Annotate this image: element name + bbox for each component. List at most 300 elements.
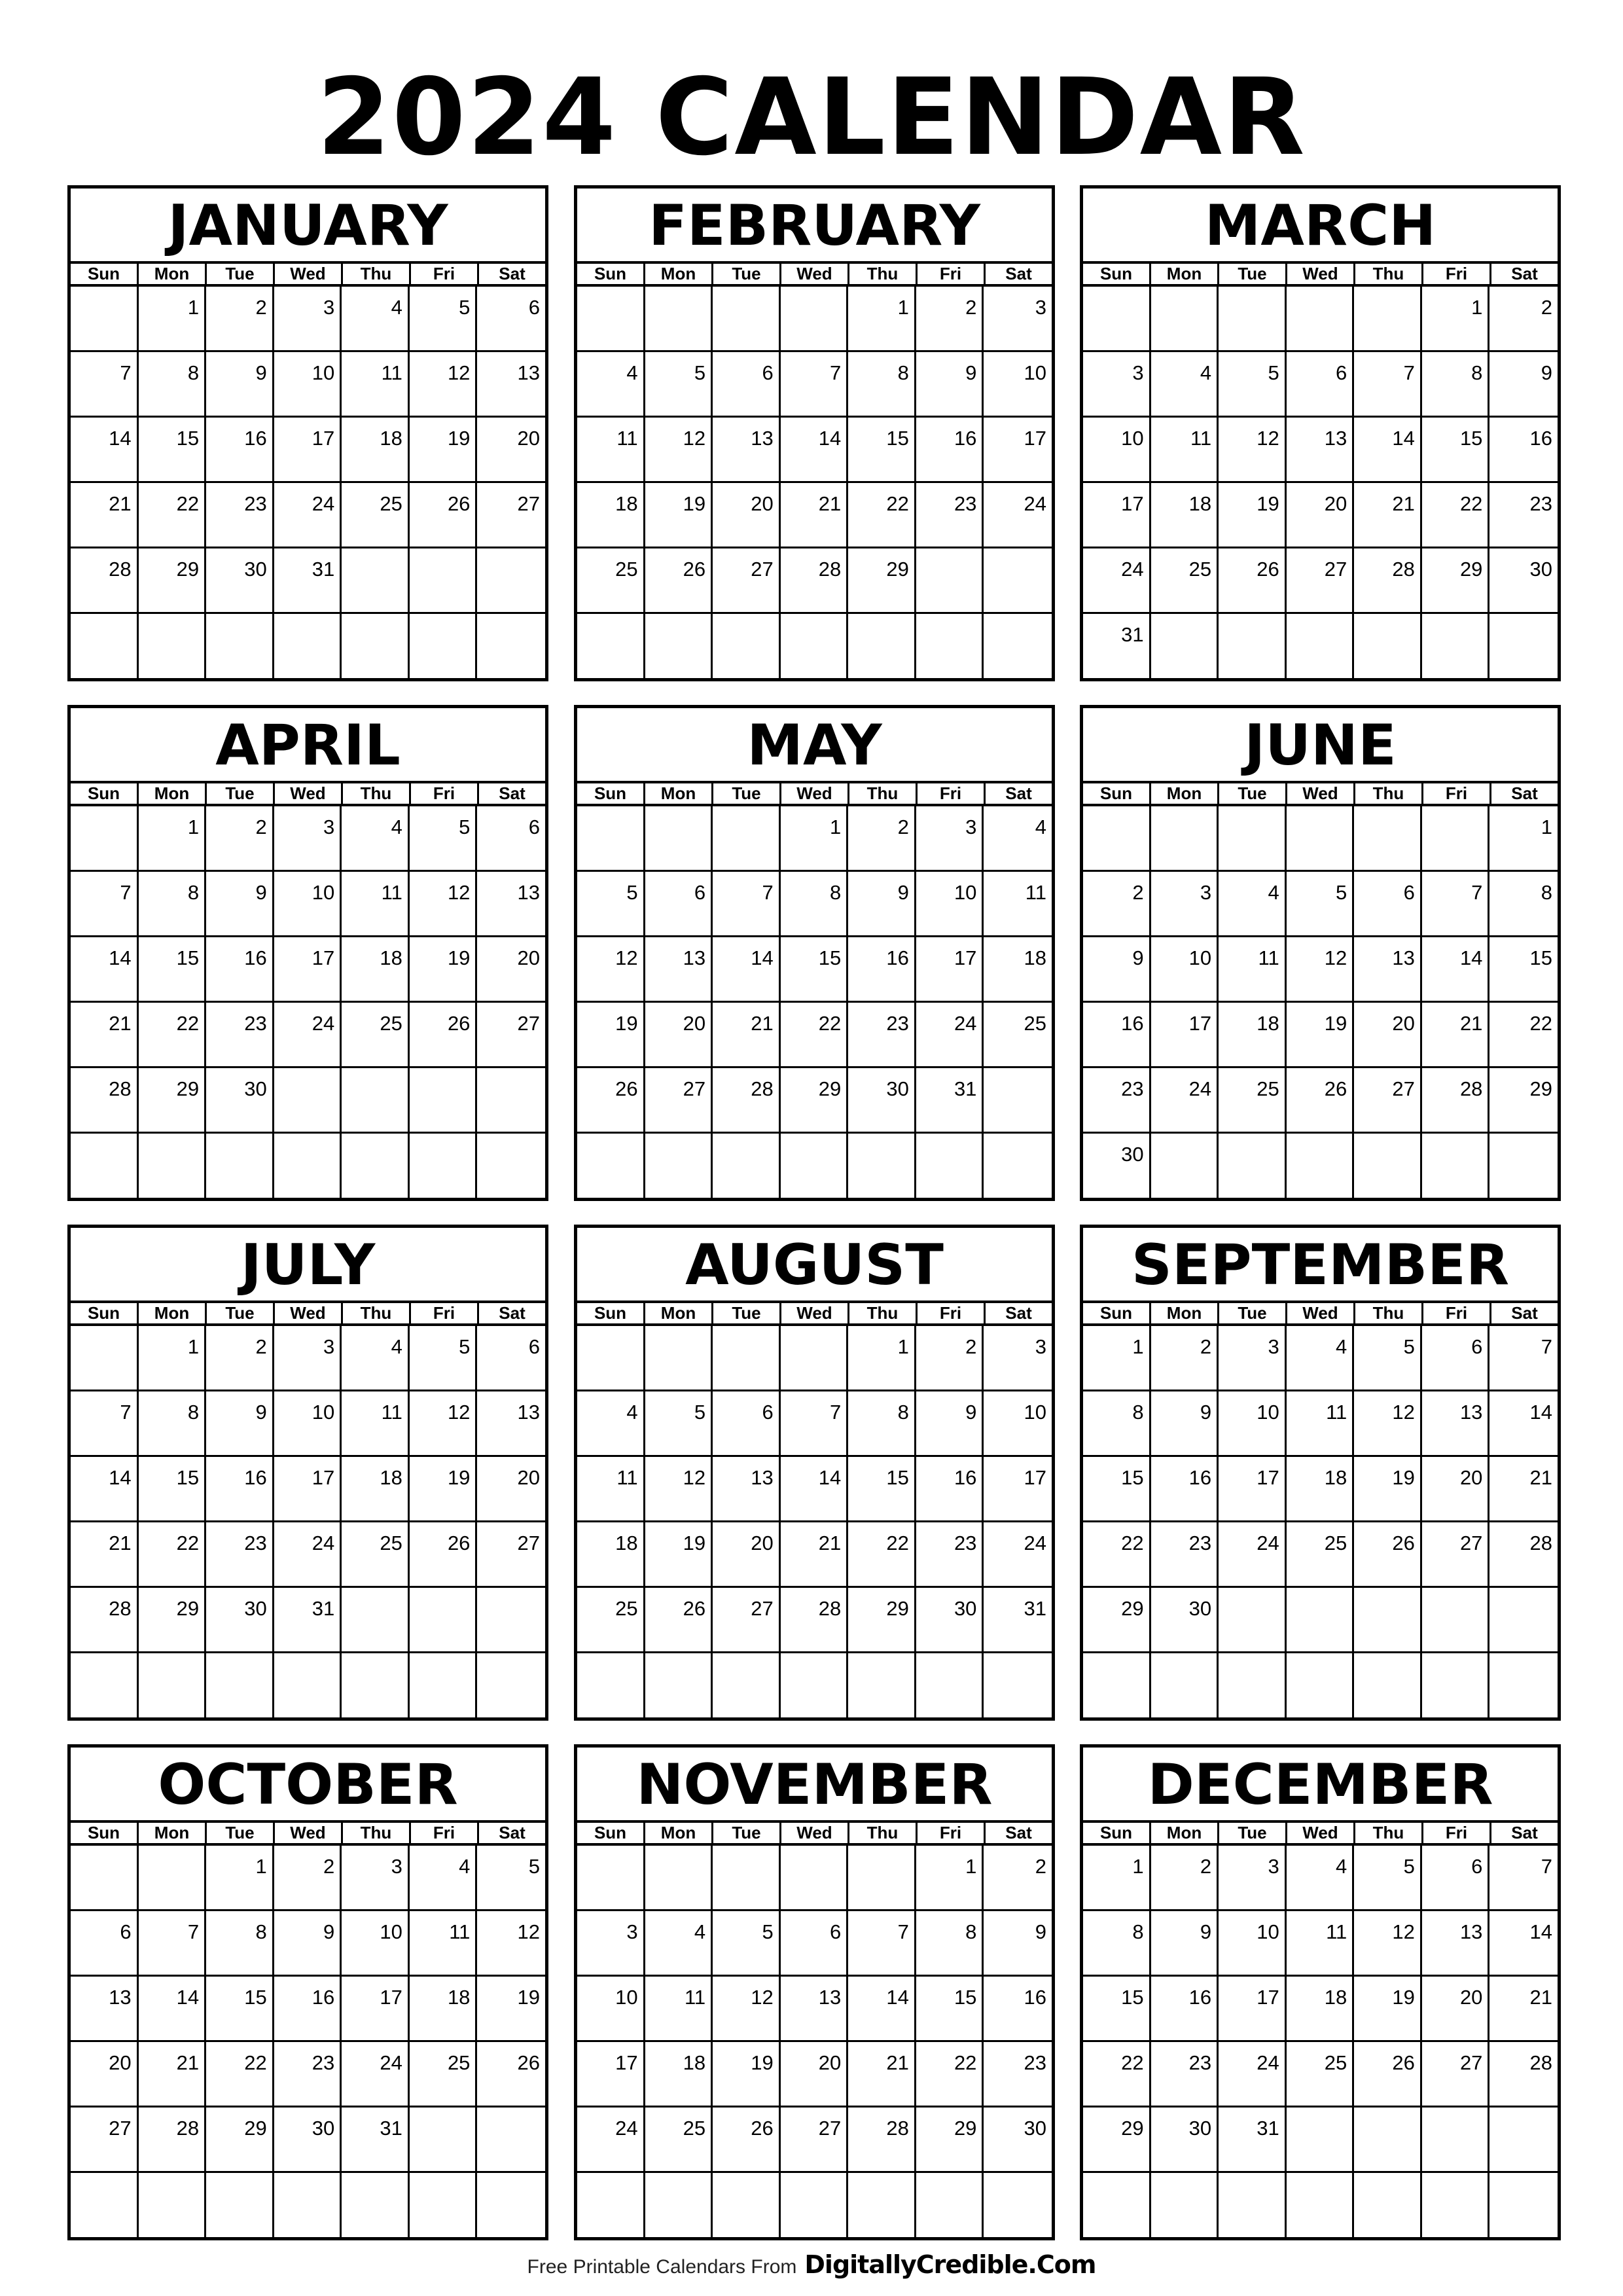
month-may — [574, 705, 1055, 1201]
day-cell: 2 — [916, 287, 984, 352]
day-cell: 1 — [848, 1326, 916, 1391]
weekday-label: Mon — [139, 264, 207, 284]
day-cell: 26 — [410, 1522, 478, 1588]
weekday-header-row — [577, 1303, 1052, 1326]
empty-day-cell — [1489, 2108, 1558, 2173]
day-cell: 24 — [274, 1522, 342, 1588]
day-cell: 1 — [1083, 1846, 1151, 1911]
day-cell: 1 — [139, 287, 207, 352]
day-cell: 4 — [342, 1326, 410, 1391]
day-cell: 9 — [848, 872, 916, 937]
day-cell: 16 — [1489, 418, 1558, 483]
day-cell: 18 — [645, 2042, 713, 2108]
day-cell: 30 — [1083, 1134, 1151, 1199]
day-cell: 23 — [206, 1003, 274, 1068]
empty-day-cell — [1287, 2173, 1355, 2238]
day-cell: 4 — [577, 1391, 645, 1457]
empty-day-cell — [410, 614, 478, 679]
day-cell: 29 — [1083, 2108, 1151, 2173]
day-cell: 8 — [848, 352, 916, 418]
day-cell: 28 — [1422, 1068, 1490, 1134]
empty-day-cell — [1354, 1134, 1422, 1199]
weekday-label: Fri — [918, 783, 986, 804]
day-cell: 29 — [848, 1588, 916, 1653]
weekday-label: Mon — [1151, 1303, 1219, 1323]
empty-day-cell — [848, 1653, 916, 1719]
day-cell: 21 — [1354, 483, 1422, 548]
day-cell: 29 — [139, 548, 207, 614]
weekday-label: Mon — [645, 783, 713, 804]
day-cell: 4 — [645, 1911, 713, 1977]
day-cell: 31 — [1083, 614, 1151, 679]
day-cell: 6 — [477, 1326, 545, 1391]
day-cell: 31 — [342, 2108, 410, 2173]
day-cell: 4 — [342, 287, 410, 352]
empty-day-cell — [645, 1134, 713, 1199]
empty-day-cell — [781, 1326, 849, 1391]
day-cell: 3 — [1219, 1326, 1287, 1391]
day-cell: 1 — [206, 1846, 274, 1911]
weekday-label: Sat — [1511, 1303, 1538, 1323]
weekday-label: Fri — [1423, 264, 1491, 284]
day-cell: 13 — [477, 1391, 545, 1457]
empty-day-cell — [139, 1846, 207, 1911]
weekday-label: Fri — [918, 1303, 986, 1323]
day-cell: 5 — [1219, 352, 1287, 418]
day-cell: 18 — [1287, 1457, 1355, 1522]
empty-day-cell — [71, 1846, 139, 1911]
day-cell: 31 — [916, 1068, 984, 1134]
day-cell: 30 — [1489, 548, 1558, 614]
day-cell: 14 — [71, 937, 139, 1003]
empty-day-cell — [645, 614, 713, 679]
footer — [0, 2245, 1623, 2284]
empty-day-cell — [577, 1134, 645, 1199]
day-cell: 16 — [206, 1457, 274, 1522]
weekday-label: Tue — [207, 264, 275, 284]
day-cell: 21 — [71, 1522, 139, 1588]
empty-day-cell — [577, 806, 645, 872]
empty-day-cell — [645, 287, 713, 352]
day-cell: 23 — [916, 483, 984, 548]
day-cell: 29 — [848, 548, 916, 614]
day-cell: 11 — [1151, 418, 1219, 483]
empty-day-cell — [206, 1134, 274, 1199]
day-cell: 20 — [713, 483, 781, 548]
empty-day-cell — [984, 548, 1052, 614]
day-cell: 31 — [274, 548, 342, 614]
day-cell: 16 — [274, 1977, 342, 2042]
empty-day-cell — [71, 1653, 139, 1719]
day-cell: 30 — [848, 1068, 916, 1134]
empty-day-cell — [410, 548, 478, 614]
day-cell: 22 — [1489, 1003, 1558, 1068]
day-cell: 24 — [984, 483, 1052, 548]
day-cell: 2 — [1151, 1846, 1219, 1911]
day-cell: 3 — [984, 1326, 1052, 1391]
day-cell: 28 — [1489, 2042, 1558, 2108]
day-cell: 12 — [1354, 1391, 1422, 1457]
day-cell: 19 — [410, 1457, 478, 1522]
day-cell: 6 — [781, 1911, 849, 1977]
day-cell: 8 — [916, 1911, 984, 1977]
day-cell: 8 — [206, 1911, 274, 1977]
empty-day-cell — [713, 1326, 781, 1391]
day-cell: 25 — [342, 1522, 410, 1588]
day-cell: 23 — [206, 483, 274, 548]
empty-day-cell — [984, 1068, 1052, 1134]
day-cell: 30 — [1151, 1588, 1219, 1653]
empty-day-cell — [410, 1068, 478, 1134]
day-cell: 6 — [1422, 1846, 1490, 1911]
empty-day-cell — [1287, 2108, 1355, 2173]
day-cell: 13 — [1422, 1391, 1490, 1457]
day-cell: 9 — [206, 1391, 274, 1457]
day-cell: 17 — [577, 2042, 645, 2108]
empty-day-cell — [645, 1846, 713, 1911]
day-cell: 21 — [71, 483, 139, 548]
weekday-label: Mon — [645, 264, 713, 284]
day-cell: 15 — [848, 418, 916, 483]
day-cell: 1 — [1083, 1326, 1151, 1391]
month-name: NOVEMBER — [577, 1748, 1052, 1823]
weekday-label: Mon — [645, 1303, 713, 1323]
empty-day-cell — [274, 614, 342, 679]
empty-day-cell — [1287, 1588, 1355, 1653]
empty-day-cell — [984, 614, 1052, 679]
day-cell: 9 — [984, 1911, 1052, 1977]
day-cell: 31 — [274, 1588, 342, 1653]
day-cell: 5 — [1287, 872, 1355, 937]
month-december — [1080, 1744, 1561, 2240]
day-cell: 1 — [848, 287, 916, 352]
weekday-header-row — [1083, 264, 1558, 287]
day-cell: 14 — [713, 937, 781, 1003]
weekday-label: Sat — [1005, 1303, 1032, 1323]
day-cell: 15 — [1422, 418, 1490, 483]
day-cell: 4 — [984, 806, 1052, 872]
day-cell: 17 — [1083, 483, 1151, 548]
empty-day-cell — [848, 614, 916, 679]
empty-day-cell — [477, 2173, 545, 2238]
day-cell: 19 — [1354, 1977, 1422, 2042]
month-name: OCTOBER — [71, 1748, 545, 1823]
day-cell: 16 — [848, 937, 916, 1003]
day-cell: 13 — [1354, 937, 1422, 1003]
month-name: JUNE — [1083, 708, 1558, 783]
weekday-label: Mon — [1151, 264, 1219, 284]
day-cell: 9 — [206, 872, 274, 937]
weekday-label: Sun — [1083, 1823, 1151, 1843]
day-cell: 3 — [916, 806, 984, 872]
day-cell: 29 — [781, 1068, 849, 1134]
day-cell: 3 — [984, 287, 1052, 352]
day-cell: 7 — [1354, 352, 1422, 418]
day-cell: 13 — [713, 1457, 781, 1522]
weekday-label: Fri — [411, 1823, 479, 1843]
month-june — [1080, 705, 1561, 1201]
day-cell: 25 — [577, 1588, 645, 1653]
day-cell: 23 — [274, 2042, 342, 2108]
day-cell: 20 — [645, 1003, 713, 1068]
empty-day-cell — [71, 1134, 139, 1199]
day-cell: 16 — [916, 1457, 984, 1522]
day-cell: 24 — [984, 1522, 1052, 1588]
empty-day-cell — [1354, 1588, 1422, 1653]
weekday-label: Mon — [139, 1823, 207, 1843]
day-cell: 25 — [1287, 1522, 1355, 1588]
day-cell: 5 — [1354, 1846, 1422, 1911]
day-cell: 25 — [1287, 2042, 1355, 2108]
day-cell: 10 — [577, 1977, 645, 2042]
empty-day-cell — [1422, 1134, 1490, 1199]
empty-day-cell — [916, 614, 984, 679]
day-cell: 17 — [342, 1977, 410, 2042]
day-cell: 19 — [713, 2042, 781, 2108]
day-cell: 28 — [713, 1068, 781, 1134]
empty-day-cell — [71, 2173, 139, 2238]
month-name: SEPTEMBER — [1083, 1228, 1558, 1303]
day-cell: 5 — [713, 1911, 781, 1977]
day-cell: 13 — [713, 418, 781, 483]
day-cell: 28 — [71, 548, 139, 614]
day-cell: 19 — [577, 1003, 645, 1068]
empty-day-cell — [342, 548, 410, 614]
weekday-label: Tue — [207, 1303, 275, 1323]
day-cell: 23 — [848, 1003, 916, 1068]
empty-day-cell — [1354, 614, 1422, 679]
empty-day-cell — [1219, 287, 1287, 352]
empty-day-cell — [206, 2173, 274, 2238]
empty-day-cell — [342, 1653, 410, 1719]
empty-day-cell — [1354, 2173, 1422, 2238]
month-name: JANUARY — [71, 188, 545, 264]
weekday-label: Fri — [411, 1303, 479, 1323]
day-cell: 14 — [71, 418, 139, 483]
empty-day-cell — [1083, 806, 1151, 872]
empty-day-cell — [274, 1134, 342, 1199]
weekday-label: Sat — [1511, 783, 1538, 803]
day-cell: 14 — [781, 1457, 849, 1522]
day-cell: 15 — [139, 1457, 207, 1522]
empty-day-cell — [577, 1846, 645, 1911]
day-cell: 29 — [916, 2108, 984, 2173]
day-cell: 13 — [71, 1977, 139, 2042]
day-cell: 2 — [274, 1846, 342, 1911]
day-cell: 1 — [916, 1846, 984, 1911]
day-cell: 12 — [645, 418, 713, 483]
day-cell: 11 — [1219, 937, 1287, 1003]
day-cell: 6 — [713, 352, 781, 418]
day-cell: 31 — [984, 1588, 1052, 1653]
day-cell: 6 — [1287, 352, 1355, 418]
empty-day-cell — [645, 806, 713, 872]
weekday-label: Thu — [1355, 783, 1423, 804]
day-cell: 10 — [274, 872, 342, 937]
footer-brand: DigitallyCredible.Com — [804, 2250, 1096, 2279]
weekday-label: Sun — [1083, 1303, 1151, 1323]
day-cell: 28 — [1489, 1522, 1558, 1588]
day-cell: 5 — [1354, 1326, 1422, 1391]
day-cell: 19 — [645, 483, 713, 548]
empty-day-cell — [984, 2173, 1052, 2238]
day-cell: 28 — [71, 1068, 139, 1134]
weekday-label: Mon — [645, 1823, 713, 1843]
day-cell: 17 — [984, 1457, 1052, 1522]
day-cell: 17 — [1151, 1003, 1219, 1068]
day-cell: 29 — [1083, 1588, 1151, 1653]
day-cell: 17 — [274, 1457, 342, 1522]
day-cell: 23 — [206, 1522, 274, 1588]
day-cell: 18 — [342, 418, 410, 483]
weekday-label: Mon — [139, 783, 207, 804]
day-cell: 20 — [477, 1457, 545, 1522]
day-cell: 3 — [342, 1846, 410, 1911]
weekday-label: Wed — [275, 1303, 343, 1323]
day-cell: 4 — [1287, 1846, 1355, 1911]
day-cell: 10 — [984, 1391, 1052, 1457]
day-cell: 18 — [577, 1522, 645, 1588]
day-cell: 3 — [1219, 1846, 1287, 1911]
day-cell: 3 — [1083, 352, 1151, 418]
day-cell: 16 — [1151, 1977, 1219, 2042]
empty-day-cell — [848, 2173, 916, 2238]
weekday-label: Tue — [207, 783, 275, 804]
day-cell: 20 — [1287, 483, 1355, 548]
day-cell: 31 — [1219, 2108, 1287, 2173]
month-august — [574, 1225, 1055, 1721]
day-cell: 27 — [1422, 1522, 1490, 1588]
day-cell: 14 — [1489, 1391, 1558, 1457]
empty-day-cell — [916, 1653, 984, 1719]
day-cell: 1 — [1422, 287, 1490, 352]
day-cell: 22 — [781, 1003, 849, 1068]
day-cell: 11 — [1287, 1391, 1355, 1457]
day-cell: 7 — [71, 872, 139, 937]
day-cell: 19 — [477, 1977, 545, 2042]
day-cell: 7 — [1489, 1846, 1558, 1911]
day-cell: 23 — [916, 1522, 984, 1588]
day-cell: 20 — [477, 418, 545, 483]
empty-day-cell — [1151, 614, 1219, 679]
day-cell: 25 — [410, 2042, 478, 2108]
day-cell: 26 — [577, 1068, 645, 1134]
day-cell: 15 — [206, 1977, 274, 2042]
empty-day-cell — [1151, 287, 1219, 352]
empty-day-cell — [916, 2173, 984, 2238]
empty-day-cell — [781, 614, 849, 679]
day-cell: 7 — [848, 1911, 916, 1977]
day-grid — [71, 1846, 545, 2238]
empty-day-cell — [342, 2173, 410, 2238]
day-cell: 9 — [274, 1911, 342, 1977]
day-cell: 12 — [410, 1391, 478, 1457]
empty-day-cell — [1219, 1134, 1287, 1199]
weekday-label: Wed — [1287, 783, 1355, 804]
day-cell: 27 — [1422, 2042, 1490, 2108]
day-cell: 28 — [781, 548, 849, 614]
day-cell: 12 — [577, 937, 645, 1003]
day-cell: 2 — [1489, 287, 1558, 352]
day-cell: 23 — [1489, 483, 1558, 548]
weekday-label: Fri — [1423, 1303, 1491, 1323]
weekday-label: Wed — [781, 783, 849, 804]
weekday-label: Sat — [1005, 1823, 1032, 1842]
day-cell: 6 — [477, 806, 545, 872]
weekday-label: Mon — [139, 1303, 207, 1323]
day-cell: 26 — [1354, 1522, 1422, 1588]
day-cell: 17 — [274, 937, 342, 1003]
weekday-label: Sat — [499, 1823, 526, 1842]
day-cell: 8 — [1083, 1391, 1151, 1457]
weekday-label: Sun — [71, 1303, 139, 1323]
day-cell: 29 — [206, 2108, 274, 2173]
day-cell: 12 — [410, 872, 478, 937]
day-cell: 21 — [139, 2042, 207, 2108]
day-cell: 6 — [645, 872, 713, 937]
day-cell: 5 — [577, 872, 645, 937]
day-cell: 13 — [1287, 418, 1355, 483]
empty-day-cell — [477, 2108, 545, 2173]
empty-day-cell — [1083, 1653, 1151, 1719]
day-cell: 13 — [781, 1977, 849, 2042]
day-cell: 10 — [916, 872, 984, 937]
empty-day-cell — [645, 1326, 713, 1391]
day-cell: 27 — [477, 1522, 545, 1588]
weekday-header-row — [577, 1823, 1052, 1846]
month-name: FEBRUARY — [577, 188, 1052, 264]
day-cell: 2 — [206, 1326, 274, 1391]
empty-day-cell — [1219, 1653, 1287, 1719]
day-cell: 12 — [1219, 418, 1287, 483]
day-cell: 5 — [477, 1846, 545, 1911]
weekday-label: Wed — [275, 264, 343, 284]
month-july — [67, 1225, 548, 1721]
weekday-label: Sat — [499, 1303, 526, 1323]
month-name: APRIL — [71, 708, 545, 783]
day-cell: 26 — [477, 2042, 545, 2108]
day-cell: 19 — [1354, 1457, 1422, 1522]
day-cell: 14 — [1354, 418, 1422, 483]
weekday-label: Sun — [1083, 783, 1151, 804]
day-cell: 24 — [916, 1003, 984, 1068]
month-name: AUGUST — [577, 1228, 1052, 1303]
weekday-label: Thu — [849, 264, 918, 284]
empty-day-cell — [1287, 614, 1355, 679]
day-cell: 25 — [1151, 548, 1219, 614]
empty-day-cell — [1219, 2173, 1287, 2238]
weekday-label: Fri — [918, 264, 986, 284]
weekday-label: Fri — [411, 783, 479, 804]
weekday-label: Thu — [343, 783, 411, 804]
month-october — [67, 1744, 548, 2240]
empty-day-cell — [1489, 614, 1558, 679]
day-cell: 9 — [916, 1391, 984, 1457]
day-grid — [1083, 287, 1558, 679]
day-cell: 2 — [206, 806, 274, 872]
day-cell: 16 — [1083, 1003, 1151, 1068]
day-cell: 26 — [645, 548, 713, 614]
weekday-label: Sun — [1083, 264, 1151, 284]
month-name: MARCH — [1083, 188, 1558, 264]
day-cell: 24 — [342, 2042, 410, 2108]
empty-day-cell — [477, 614, 545, 679]
day-cell: 11 — [1287, 1911, 1355, 1977]
day-cell: 11 — [577, 1457, 645, 1522]
empty-day-cell — [477, 1588, 545, 1653]
empty-day-cell — [781, 1846, 849, 1911]
day-cell: 29 — [139, 1068, 207, 1134]
